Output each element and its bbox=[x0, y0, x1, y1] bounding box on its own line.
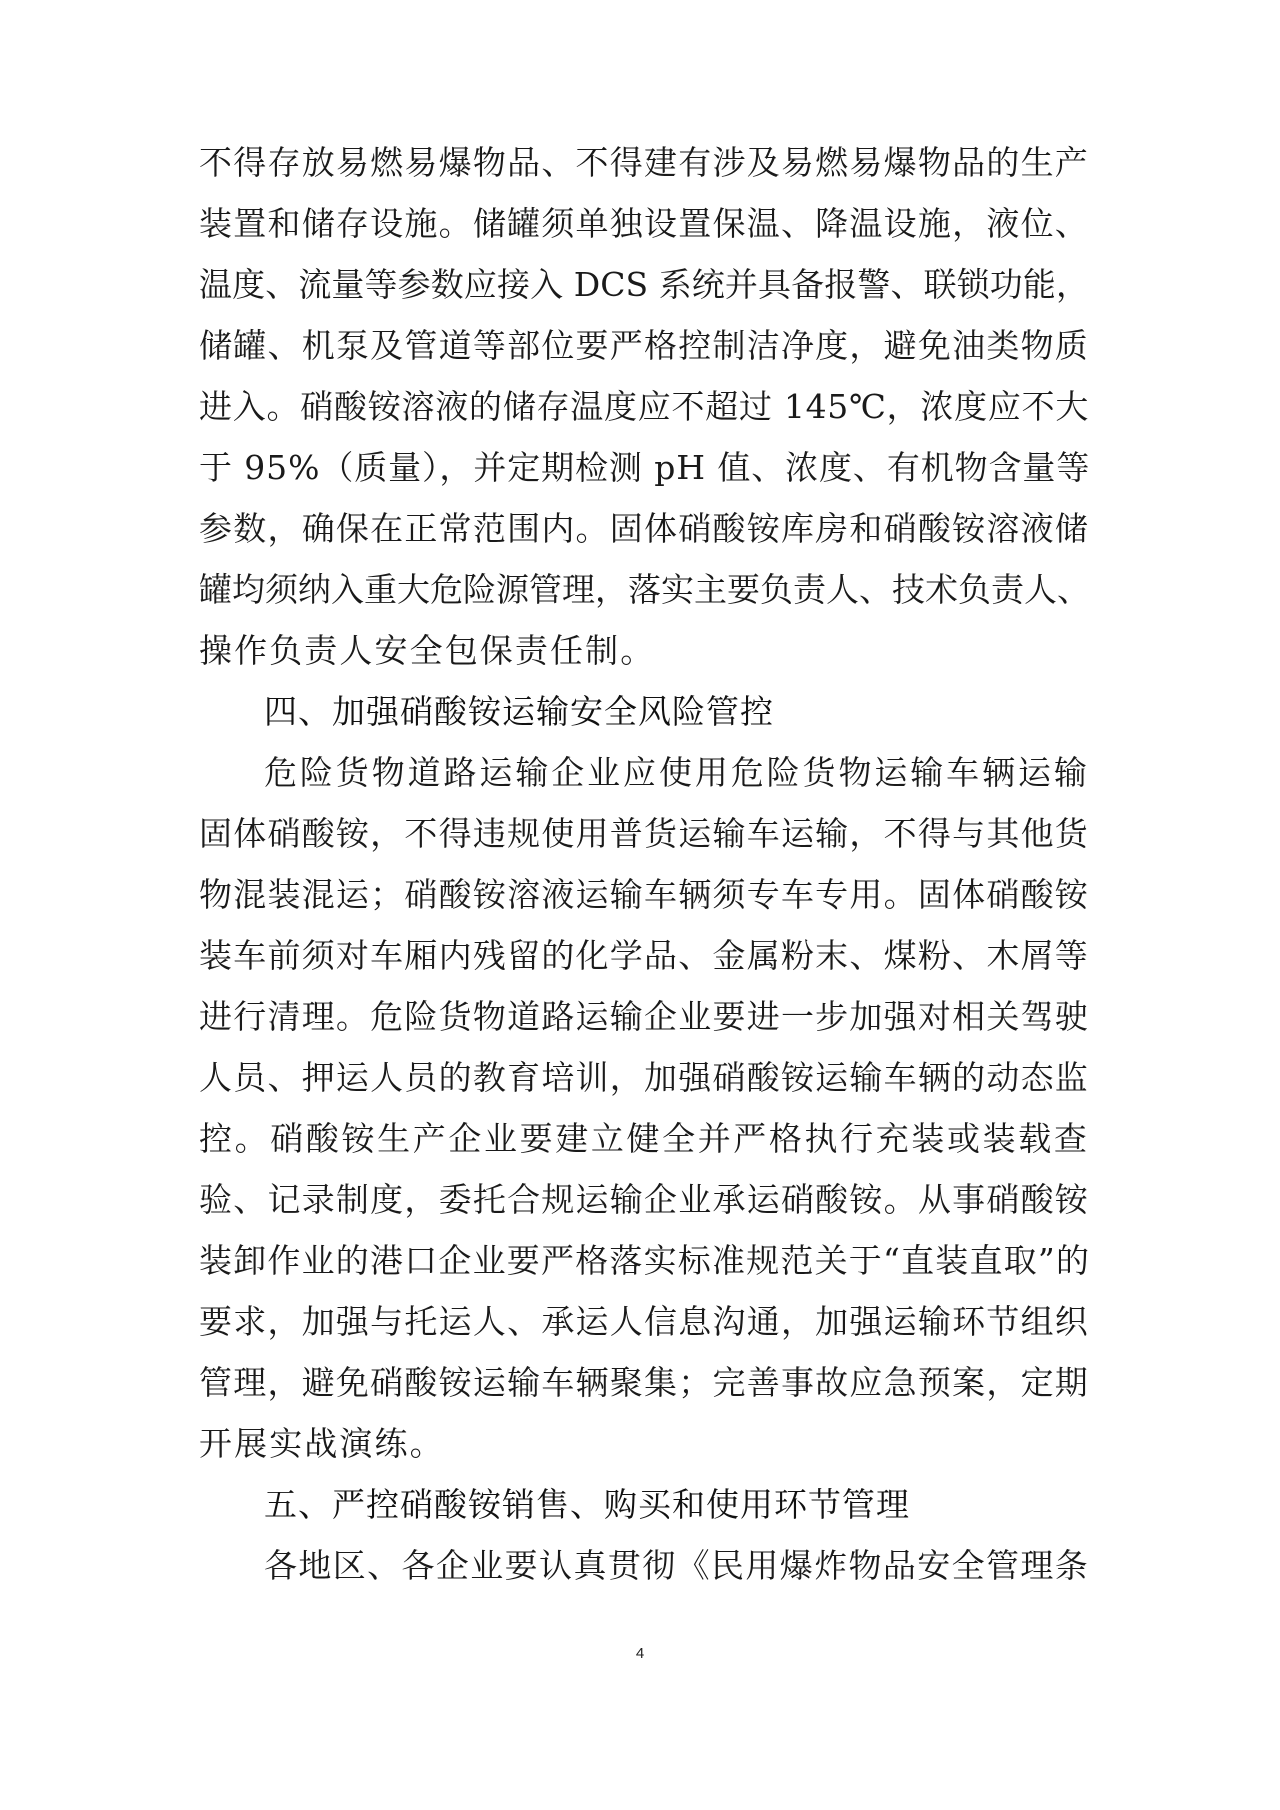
body-text-line: 进行清理。危险货物道路运输企业要进一步加强对相关驾驶 bbox=[199, 997, 1089, 1036]
body-text-line: 参数，确保在正常范围内。固体硝酸铵库房和硝酸铵溶液储 bbox=[199, 509, 1089, 548]
body-text-line: 人员、押运人员的教育培训，加强硝酸铵运输车辆的动态监 bbox=[199, 1058, 1089, 1097]
body-text-line: 固体硝酸铵，不得违规使用普货运输车运输，不得与其他货 bbox=[199, 814, 1089, 853]
body-text-line: 不得存放易燃易爆物品、不得建有涉及易燃易爆物品的生产 bbox=[199, 143, 1089, 182]
body-text-line: 操作负责人安全包保责任制。 bbox=[199, 631, 656, 670]
paragraph-first-line: 危险货物道路运输企业应使用危险货物运输车辆运输 bbox=[264, 753, 1089, 792]
page-number: 4 bbox=[635, 1645, 645, 1662]
body-text-line: 要求，加强与托运人、承运人信息沟通，加强运输环节组织 bbox=[199, 1302, 1089, 1341]
body-text-line: 控。硝酸铵生产企业要建立健全并严格执行充装或装载查 bbox=[199, 1119, 1089, 1158]
body-text-line: 验、记录制度，委托合规运输企业承运硝酸铵。从事硝酸铵 bbox=[199, 1180, 1089, 1219]
paragraph-first-line: 各地区、各企业要认真贯彻《民用爆炸物品安全管理条 bbox=[264, 1546, 1089, 1585]
body-text-line: 装卸作业的港口企业要严格落实标准规范关于“直装直取”的 bbox=[199, 1241, 1091, 1280]
section-heading-5: 五、严控硝酸铵销售、购买和使用环节管理 bbox=[264, 1485, 910, 1524]
body-text-line: 装车前须对车厢内残留的化学品、金属粉末、煤粉、木屑等 bbox=[199, 936, 1089, 975]
section-heading-4: 四、加强硝酸铵运输安全风险管控 bbox=[264, 692, 774, 731]
body-text-line: 装置和储存设施。储罐须单独设置保温、降温设施，液位、 bbox=[199, 204, 1089, 243]
body-text-line: 于 95%（质量），并定期检测 pH 值、浓度、有机物含量等 bbox=[199, 448, 1091, 487]
body-text-line: 温度、流量等参数应接入 DCS 系统并具备报警、联锁功能， bbox=[199, 265, 1089, 304]
body-text-line: 进入。硝酸铵溶液的储存温度应不超过 145℃，浓度应不大 bbox=[199, 387, 1089, 426]
body-text-line: 物混装混运；硝酸铵溶液运输车辆须专车专用。固体硝酸铵 bbox=[199, 875, 1089, 914]
body-text-line: 罐均须纳入重大危险源管理，落实主要负责人、技术负责人、 bbox=[199, 570, 1090, 609]
body-text-line: 管理，避免硝酸铵运输车辆聚集；完善事故应急预案，定期 bbox=[199, 1363, 1089, 1402]
body-text-line: 储罐、机泵及管道等部位要严格控制洁净度，避免油类物质 bbox=[199, 326, 1089, 365]
body-text-line: 开展实战演练。 bbox=[199, 1424, 445, 1463]
